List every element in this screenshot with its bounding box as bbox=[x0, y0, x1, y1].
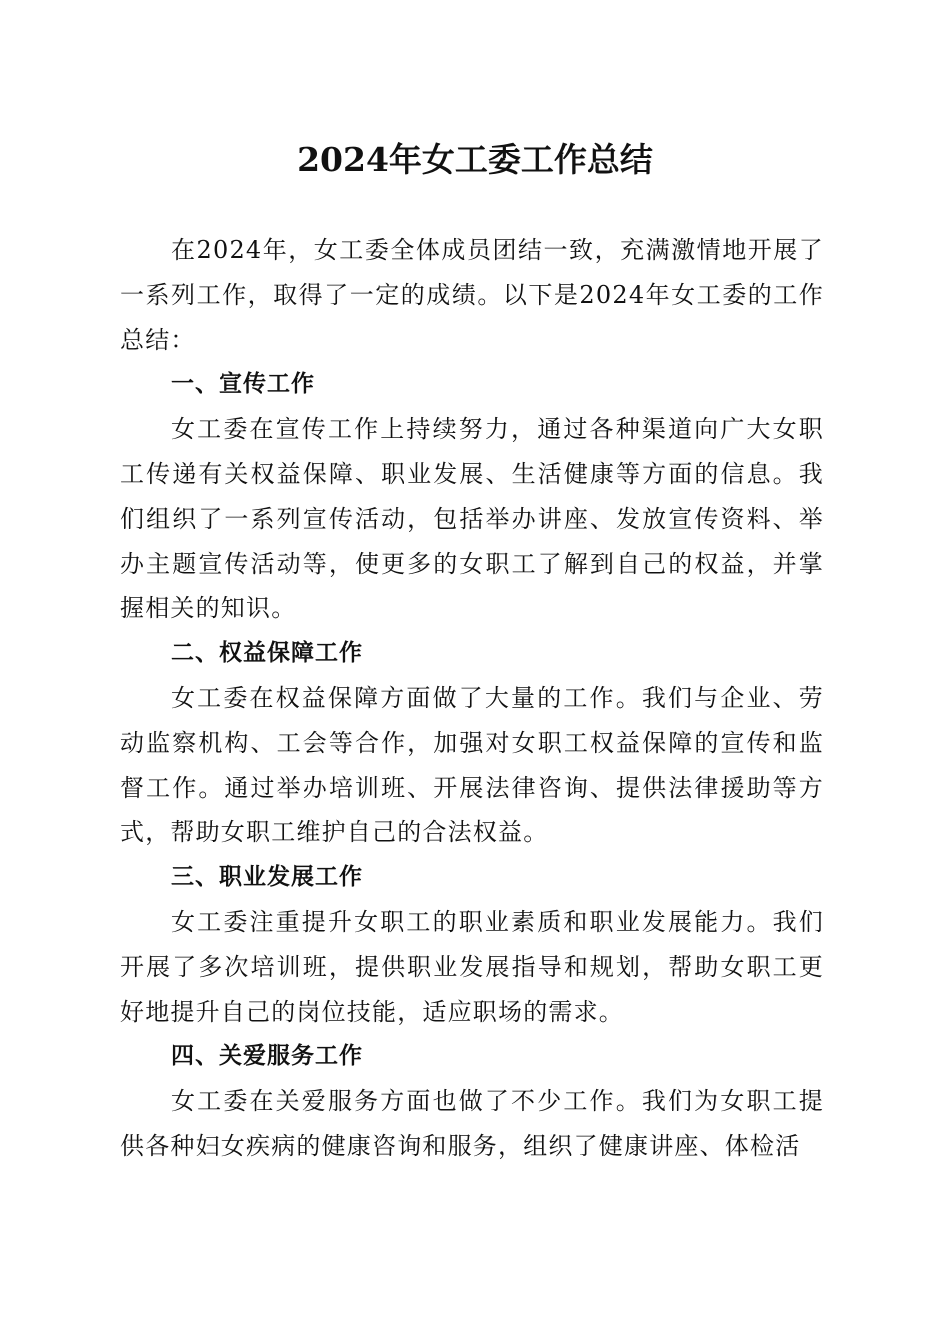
document-title: 2024年女工委工作总结 bbox=[297, 140, 653, 179]
intro-paragraph: 在2024年，女工委全体成员团结一致，充满激情地开展了一系列工作，取得了一定的成绩。以下是2024年女工委的工作总结： bbox=[120, 236, 824, 354]
section-text-publicity: 女工委在宣传工作上持续努力，通过各种渠道向广大女职工传递有关权益保障、职业发展、生活健康等方面的信息。我们组织了一系列宣传活动，包括举办讲座、发放宣传资料、举办主题宣传活动等，使更多的女职工了解到自己的权益，并掌握相关的知识。 bbox=[120, 415, 824, 623]
section-heading-publicity: 一、宣传工作 bbox=[171, 371, 315, 398]
section-text-career: 女工委注重提升女职工的职业素质和职业发展能力。我们开展了多次培训班，提供职业发展指导和规划，帮助女职工更好地提升自己的岗位技能，适应职场的需求。 bbox=[120, 907, 824, 1026]
section-text-rights: 女工委在权益保障方面做了大量的工作。我们与企业、劳动监察机构、工会等合作，加强对女职工权益保障的宣传和监督工作。通过举办培训班、开展法律咨询、提供法律援助等方式，帮助女职工维护自己的合法权益。 bbox=[120, 683, 824, 847]
section-heading-rights: 二、权益保障工作 bbox=[171, 640, 363, 667]
section-heading-care: 四、关爱服务工作 bbox=[171, 1043, 363, 1070]
section-heading-career: 三、职业发展工作 bbox=[171, 864, 363, 891]
section-text-care: 女工委在关爱服务方面也做了不少工作。我们为女职工提供各种妇女疾病的健康咨询和服务，组织了健康讲座、体检活 bbox=[120, 1087, 824, 1160]
document-body bbox=[120, 228, 824, 1169]
